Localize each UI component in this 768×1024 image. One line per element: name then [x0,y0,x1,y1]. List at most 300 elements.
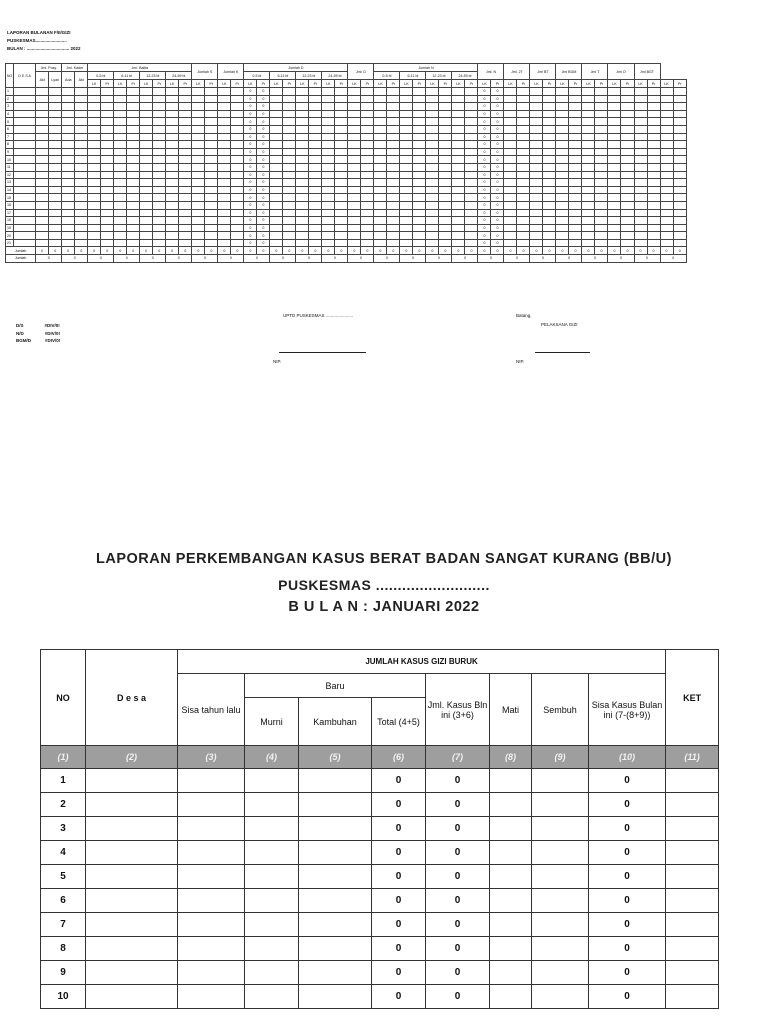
mini-table-row [6,186,687,194]
mini-table-row [6,141,687,149]
mini-cell [517,156,530,164]
mini-cell [504,156,517,164]
mini-cell: 12 [6,171,14,179]
table-cell [532,937,589,961]
mini-cell [140,179,153,187]
mini-cell [101,88,114,96]
mini-cell [127,217,140,225]
mini-cell: 0 [88,247,101,255]
mini-cell: 0 [244,201,257,209]
mini-cell [75,217,88,225]
mini-cell [322,194,335,202]
mini-header-ada: Ada [62,72,75,88]
mini-cell [114,103,127,111]
mini-cell [569,201,582,209]
mini-cell [530,179,543,187]
mini-cell [413,156,426,164]
mini-cell: 0 [322,247,335,255]
mini-cell [296,141,309,149]
mini-cell [504,148,517,156]
mini-cell [36,217,49,225]
mini-sum-label: Jumlah [6,247,36,255]
mini-cell [361,88,374,96]
table-cell: 0 [372,769,426,793]
mini-cell [374,95,387,103]
table-cell [86,841,178,865]
mini-cell [140,88,153,96]
mini-cell [439,224,452,232]
mini-cell [127,148,140,156]
mini-cell [634,88,647,96]
mini-cell: 0 [36,255,62,263]
mini-cell [452,103,465,111]
mini-cell: 0 [244,255,270,263]
header-jumlah-kasus: JUMLAH KASUS GIZI BURUK [178,650,666,674]
mini-cell: 0 [244,148,257,156]
mini-cell [231,110,244,118]
mini-cell [517,141,530,149]
mini-cell [231,209,244,217]
mini-cell [127,186,140,194]
table-cell: 0 [426,865,490,889]
mini-cell [166,141,179,149]
mini-cell: 0 [582,247,595,255]
mini-cell [296,239,309,247]
mini-cell [179,232,192,240]
mini-cell [140,133,153,141]
mini-header-age: 24-59 bl [322,72,348,80]
mini-cell [556,156,569,164]
table-cell: 0 [589,817,666,841]
mini-cell [101,103,114,111]
mini-cell: 0 [491,118,504,126]
mini-cell [582,148,595,156]
mini-cell [452,186,465,194]
mini-cell [192,88,205,96]
mini-cell [179,95,192,103]
mini-header-age: 12-23 bl [140,72,166,80]
mini-cell: 0 [478,141,491,149]
mini-cell [647,156,660,164]
mini-header-pr: Pr [179,80,192,88]
mini-header-lk: LK [478,80,491,88]
table-cell [666,817,719,841]
mini-cell: 0 [478,125,491,133]
mini-cell [660,141,673,149]
mini-cell [452,110,465,118]
table-cell [299,841,372,865]
mini-header-age: 12-23 bl [296,72,322,80]
mini-cell [452,88,465,96]
mini-cell [179,186,192,194]
mini-cell [465,148,478,156]
mini-cell [400,224,413,232]
mini-cell [309,209,322,217]
mini-cell [621,103,634,111]
mini-cell [153,186,166,194]
mini-cell [608,133,621,141]
mini-table-row [6,88,687,96]
mini-cell: 0 [478,156,491,164]
signature-line-right [535,352,590,353]
mini-cell [88,201,101,209]
mini-cell [153,239,166,247]
mini-cell [413,103,426,111]
mini-cell [426,88,439,96]
mini-cell [517,194,530,202]
mini-cell [309,141,322,149]
mini-cell [387,148,400,156]
mini-header-akt2: Akt [75,72,88,88]
mini-cell: 0 [257,179,270,187]
mini-cell: 0 [556,255,582,263]
mini-cell [608,95,621,103]
mini-cell [205,118,218,126]
index-cell: (4) [245,746,299,769]
mini-cell [75,224,88,232]
mini-header-s: Jumlah S [192,64,218,80]
mini-cell [387,239,400,247]
mini-cell [387,194,400,202]
mini-cell [218,156,231,164]
index-cell: (2) [86,746,178,769]
mini-cell [530,217,543,225]
mini-cell [504,171,517,179]
mini-cell [179,217,192,225]
mini-cell: 0 [244,247,257,255]
mini-cell: 0 [517,247,530,255]
mini-cell [283,133,296,141]
mini-table-row [6,239,687,247]
mini-cell [322,171,335,179]
mini-cell [543,110,556,118]
mini-cell [465,163,478,171]
mini-cell [582,95,595,103]
mini-cell [127,171,140,179]
mini-cell [205,217,218,225]
mini-cell: 0 [244,95,257,103]
mini-cell [309,186,322,194]
mini-cell [153,95,166,103]
mini-cell [88,232,101,240]
mini-header-kader: Jml. Kader [62,64,88,72]
mini-cell [426,156,439,164]
mini-cell [49,141,62,149]
index-cell: (9) [532,746,589,769]
mini-cell [322,224,335,232]
mini-cell [530,232,543,240]
table-cell: 0 [426,961,490,985]
mini-cell [322,201,335,209]
mini-cell [322,156,335,164]
mini-cell [36,110,49,118]
mini-cell [62,194,75,202]
mini-cell [88,133,101,141]
mini-cell [309,95,322,103]
mini-cell [413,141,426,149]
mini-cell [400,186,413,194]
mini-header-k: Jumlah K [218,64,244,80]
mini-cell: 0 [491,163,504,171]
mini-cell [309,239,322,247]
mini-cell [192,239,205,247]
mini-cell [543,171,556,179]
mini-header-no: NO [6,64,14,88]
table-cell [532,793,589,817]
mini-cell [14,224,36,232]
mini-cell [582,118,595,126]
mini-cell [569,133,582,141]
mini-cell: 0 [244,179,257,187]
table-cell [245,913,299,937]
mini-cell [348,224,361,232]
mini-cell [231,171,244,179]
mini-cell [543,201,556,209]
mini-cell [361,232,374,240]
mini-cell [426,141,439,149]
table-row [41,961,719,985]
mini-cell [413,232,426,240]
mini-cell: 0 [491,133,504,141]
table-cell: 0 [372,793,426,817]
main-bulan: B U L A N : JANUARI 2022 [288,599,480,615]
mini-cell [595,103,608,111]
mini-cell [569,110,582,118]
mini-cell: 0 [478,186,491,194]
mini-cell [673,171,686,179]
mini-cell: 4 [6,110,14,118]
table-cell [245,889,299,913]
mini-cell [218,125,231,133]
mini-cell [205,141,218,149]
mini-cell: 0 [478,133,491,141]
mini-header-lk: LK [426,80,439,88]
mini-header-lk: LK [634,80,647,88]
mini-cell [309,118,322,126]
mini-cell [452,95,465,103]
mini-cell [374,163,387,171]
mini-cell: 0 [491,209,504,217]
table-row [41,769,719,793]
mini-cell [673,125,686,133]
mini-cell: 0 [478,239,491,247]
mini-cell: 0 [218,255,244,263]
mini-cell [504,217,517,225]
mini-cell: 0 [257,88,270,96]
mini-cell [556,125,569,133]
mini-cell [465,171,478,179]
mini-cell [36,118,49,126]
mini-table-row [6,95,687,103]
mini-cell [452,209,465,217]
mini-header-age: 0-5 bl [374,72,400,80]
mini-cell [647,217,660,225]
mini-cell [75,125,88,133]
mini-cell: 0 [608,255,634,263]
mini-header-pr: Pr [257,80,270,88]
mini-cell [192,125,205,133]
mini-cell [205,88,218,96]
mini-cell [166,110,179,118]
mini-cell [374,103,387,111]
mini-cell [504,110,517,118]
mini-header-age: 0-5 bl [244,72,270,80]
mini-cell [647,110,660,118]
mini-cell: 0 [244,118,257,126]
mini-cell [608,141,621,149]
mini-cell [387,186,400,194]
table-cell: 6 [41,889,86,913]
mini-cell [348,141,361,149]
mini-cell [322,179,335,187]
table-cell [86,985,178,1009]
mini-cell: 0 [244,156,257,164]
mini-cell [296,186,309,194]
mini-cell [426,194,439,202]
mini-cell [75,186,88,194]
mini-cell [517,201,530,209]
mini-cell [296,88,309,96]
mini-cell [647,209,660,217]
mini-cell [361,239,374,247]
mini-cell [660,95,673,103]
mini-cell [530,95,543,103]
header-sisa-ini: Sisa Kasus Bulan ini (7-(8+9)) [589,674,666,746]
mini-cell [140,163,153,171]
mini-cell [283,239,296,247]
mini-cell [14,186,36,194]
mini-cell [127,163,140,171]
mini-header-o: Jml O [608,64,634,80]
mini-cell [361,141,374,149]
mini-puskesmas: PUSKESMAS......................... [7,38,67,43]
mini-cell [231,232,244,240]
table-cell: 0 [372,985,426,1009]
mini-cell [322,217,335,225]
mini-cell [621,88,634,96]
mini-cell [270,209,283,217]
mini-cell [62,148,75,156]
mini-cell: 0 [257,186,270,194]
mini-header-pr: Pr [465,80,478,88]
mini-cell [88,148,101,156]
table-row [41,937,719,961]
mini-cell [205,209,218,217]
mini-header-lk: LK [348,80,361,88]
mini-cell [75,95,88,103]
mini-header-lk: LK [582,80,595,88]
mini-table-row [6,232,687,240]
mini-cell [218,171,231,179]
mini-cell: 0 [478,209,491,217]
mini-cell: 0 [478,224,491,232]
mini-header-lk: LK [530,80,543,88]
mini-cell [231,194,244,202]
table-cell [490,889,532,913]
mini-cell [36,103,49,111]
mini-cell [543,133,556,141]
mini-cell [387,179,400,187]
mini-cell [517,224,530,232]
mini-cell [361,110,374,118]
mini-cell [556,103,569,111]
mini-cell [556,209,569,217]
mini-cell [465,239,478,247]
mini-cell [231,179,244,187]
mini-cell [426,103,439,111]
mini-cell [582,201,595,209]
mini-cell [192,163,205,171]
header-sembuh: Sembuh [532,674,589,746]
mini-cell [387,141,400,149]
mini-cell [231,88,244,96]
mini-cell [114,209,127,217]
mini-cell: 0 [244,103,257,111]
table-cell: 0 [589,793,666,817]
header-total: Total (4+5) [372,698,426,746]
mini-cell [62,239,75,247]
mini-cell [14,217,36,225]
mini-table-row [6,179,687,187]
mini-cell [465,194,478,202]
mini-header-lk: LK [374,80,387,88]
mini-cell [374,209,387,217]
mini-cell: 0 [491,186,504,194]
mini-cell [530,148,543,156]
mini-cell [335,156,348,164]
mini-cell [153,232,166,240]
mini-cell: 0 [49,247,62,255]
ratio-nd: N/D #DIV/0! [16,330,61,336]
mini-cell [14,201,36,209]
mini-cell: 0 [296,247,309,255]
mini-header-pr: Pr [595,80,608,88]
mini-cell [413,163,426,171]
mini-cell [374,239,387,247]
mini-cell [179,194,192,202]
mini-cell [517,133,530,141]
mini-cell [231,103,244,111]
mini-header-age: 24-59 bl [166,72,192,80]
mini-cell [400,179,413,187]
mini-cell [88,209,101,217]
mini-cell: 6 [6,125,14,133]
mini-cell [88,163,101,171]
mini-cell [556,224,569,232]
mini-cell [374,156,387,164]
mini-cell [673,224,686,232]
mini-cell [439,110,452,118]
mini-cell [452,125,465,133]
mini-cell [49,125,62,133]
mini-cell [660,163,673,171]
mini-cell [530,133,543,141]
mini-cell [140,171,153,179]
mini-cell [439,88,452,96]
table-cell [178,937,245,961]
mini-cell [218,186,231,194]
mini-cell [426,186,439,194]
mini-cell [530,171,543,179]
mini-cell [387,88,400,96]
mini-cell [205,148,218,156]
mini-cell [595,133,608,141]
mini-cell [309,110,322,118]
mini-cell [205,239,218,247]
mini-cell [140,239,153,247]
mini-cell [413,118,426,126]
mini-cell: 0 [491,217,504,225]
